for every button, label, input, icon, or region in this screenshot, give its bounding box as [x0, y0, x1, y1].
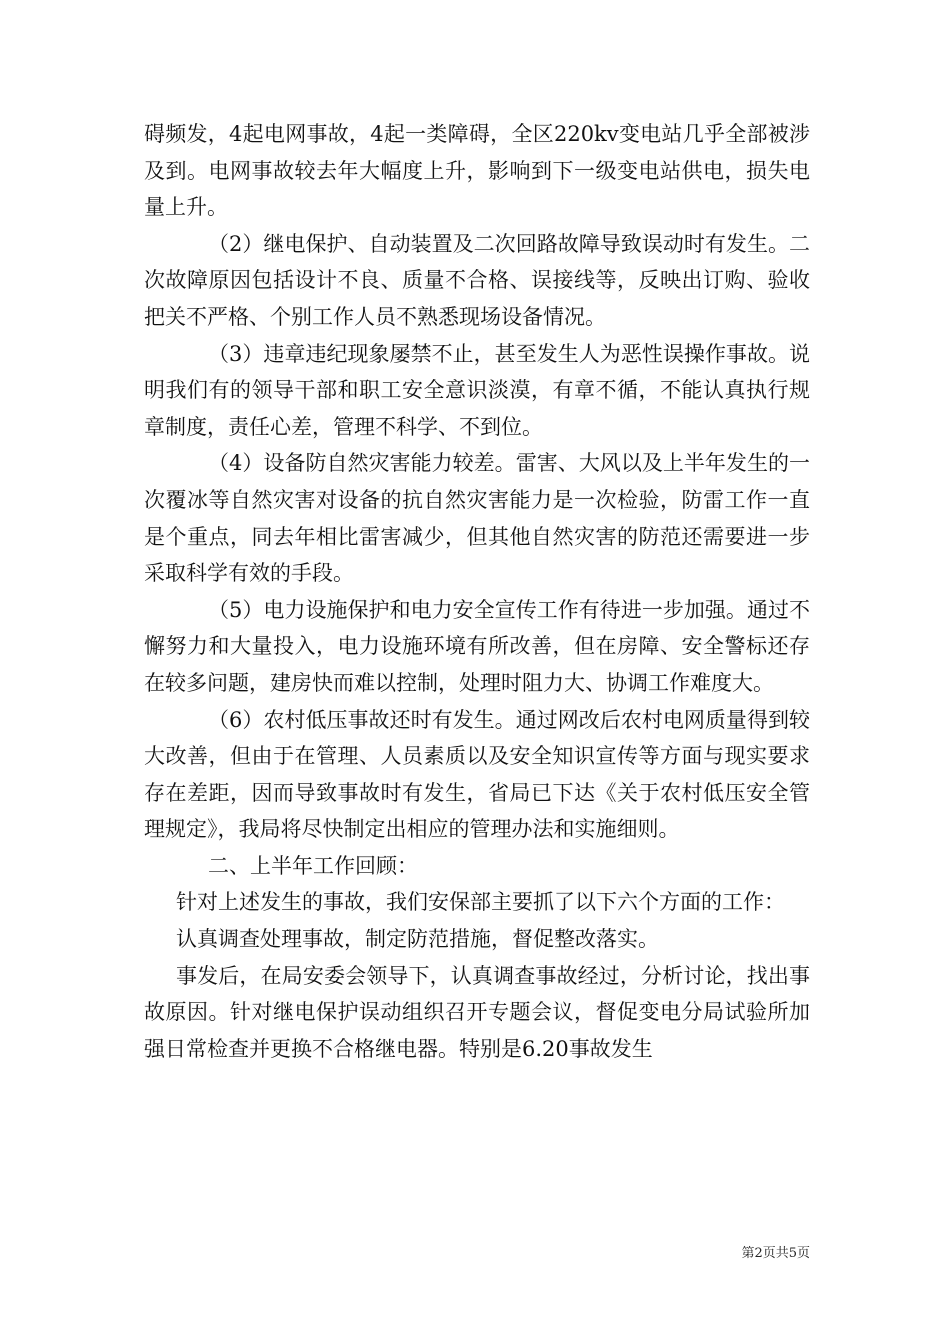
paragraph-item-3: （3）违章违纪现象屡禁不止，甚至发生人为恶性误操作事故。说明我们有的领导干部和职工安全意识淡漠，有章不循，不能认真执行规章制度，责任心差，管理不科学、不到位。	[144, 341, 810, 439]
page-number: 第2页共5页	[741, 1246, 810, 1261]
section-heading: 二、上半年工作回顾：	[208, 853, 418, 878]
document-body	[144, 116, 810, 1067]
paragraph-intro: 针对上述发生的事故，我们安保部主要抓了以下六个方面的工作：	[176, 890, 785, 915]
paragraph-body: 事发后，在局安委会领导下，认真调查事故经过，分析讨论，找出事故原因。针对继电保护误动组织召开专题会议，督促变电分局试验所加强日常检查并更换不合格继电器。特别是6.20事故发生	[144, 963, 810, 1061]
paragraph-item-2: （2）继电保护、自动装置及二次回路故障导致误动时有发生。二次故障原因包括设计不良、质量不合格、误接线等，反映出订购、验收把关不严格、个别工作人员不熟悉现场设备情况。	[144, 231, 810, 329]
paragraph-subheading: 认真调查处理事故，制定防范措施，督促整改落实。	[176, 927, 659, 952]
paragraph-item-4: （4）设备防自然灾害能力较差。雷害、大风以及上半年发生的一次覆冰等自然灾害对设备的抗自然灾害能力是一次检验，防雷工作一直是个重点，同去年相比雷害减少，但其他自然灾害的防范还需要进一步采取科学有效的手段。	[144, 451, 810, 586]
paragraph-item-6: （6）农村低压事故还时有发生。通过网改后农村电网质量得到较大改善，但由于在管理、人员素质以及安全知识宣传等方面与现实要求存在差距，因而导致事故时有发生，省局已下达《关于农村低压安全管理规定》，我局将尽快制定出相应的管理办法和实施细则。	[144, 707, 810, 842]
paragraph-continuation: 碍频发，4起电网事故，4起一类障碍，全区220kv变电站几乎全部被涉及到。电网事故较去年大幅度上升，影响到下一级变电站供电，损失电量上升。	[144, 122, 810, 220]
paragraph-item-5: （5）电力设施保护和电力安全宣传工作有待进一步加强。通过不懈努力和大量投入，电力设施环境有所改善，但在房障、安全警标还存在较多问题，建房快而难以控制，处理时阻力大、协调工作难度大。	[144, 597, 810, 695]
